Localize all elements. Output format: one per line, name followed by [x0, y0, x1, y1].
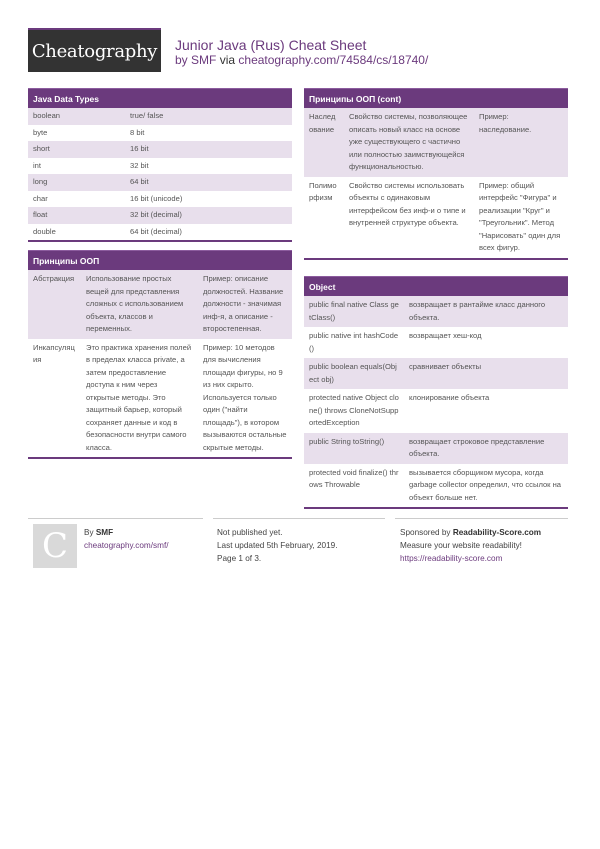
- cell-term: Наследование: [309, 112, 336, 134]
- footer-author-block: [84, 526, 169, 552]
- table-row: [28, 270, 292, 339]
- cell-example: Пример: наследование.: [479, 112, 532, 134]
- cell-method: public boolean equals(Object obj): [309, 362, 397, 384]
- sponsor-tagline: Measure your website readability!: [400, 541, 522, 550]
- table-row: [28, 339, 292, 458]
- cell-desc: Свойство системы, позволяющее описать новый класс на основе уже существующего с частично или полностью заимствующейся функциональностью.: [349, 112, 468, 171]
- cell-desc: Свойство системы использовать объекты с одинаковым интерфейсом без инф-и о типе и внутренней структуре объекта.: [349, 180, 466, 227]
- footer-divider: [213, 518, 385, 519]
- author-profile-link[interactable]: cheatography.com/smf/: [84, 541, 169, 550]
- publish-status: Not published yet.: [217, 528, 283, 537]
- cell-example: Пример: описание должностей. Название должности - значимая инф-я, а описание - второстепенная.: [203, 274, 284, 333]
- table-row: [304, 464, 568, 508]
- section-divider: [304, 258, 568, 260]
- cell-type: int: [33, 160, 42, 170]
- table-row: [304, 327, 568, 358]
- footer-meta-block: [217, 526, 337, 565]
- oop-principles-cont-section: [304, 88, 568, 260]
- cell-size: true/ false: [130, 111, 164, 120]
- cell-size: 64 bit: [130, 177, 149, 186]
- table-row: [28, 141, 292, 158]
- cell-method: public final native Class getClass(): [309, 300, 399, 322]
- cell-size: 64 bit (decimal): [130, 226, 182, 236]
- table-row: [28, 108, 292, 125]
- table-row: [28, 207, 292, 224]
- table-row: [28, 174, 292, 191]
- sheet-url-link[interactable]: cheatography.com/74584/cs/18740/: [238, 53, 429, 67]
- cell-desc: возвращает хеш-код: [409, 331, 482, 340]
- cell-type: float: [33, 210, 48, 219]
- section-header: Принципы ООП (cont): [304, 88, 568, 108]
- section-header: Object: [304, 276, 568, 296]
- cell-size: 16 bit: [130, 144, 149, 153]
- cell-term: Абстракция: [33, 274, 75, 283]
- cell-desc: сравнивает объекты: [409, 362, 482, 371]
- section-divider: [28, 240, 292, 242]
- footer-divider: [395, 518, 568, 519]
- author-link[interactable]: SMF: [191, 53, 217, 67]
- table-row: [28, 125, 292, 142]
- cell-type: byte: [33, 127, 48, 137]
- table-row: [304, 108, 568, 177]
- cell-method: public String toString(): [309, 436, 385, 446]
- by-label: By: [84, 528, 94, 537]
- cell-size: 32 bit (decimal): [130, 210, 182, 219]
- page-title: Junior Java (Rus) Cheat Sheet: [175, 37, 367, 53]
- last-updated: Last updated 5th February, 2019.: [217, 541, 338, 550]
- cell-term: Полиморфизм: [309, 180, 337, 202]
- cheatography-logo[interactable]: Cheatography: [28, 28, 161, 72]
- cell-term: Инкапсуляция: [33, 342, 75, 364]
- cell-size: 16 bit (unicode): [130, 193, 183, 203]
- cell-example: Пример: 10 методов для вычисления площади фигуры, но 9 из них скрыто. Используется только один ("найти площадь"), в котором вызываются остальные скрытые методы.: [203, 342, 287, 452]
- cell-desc: возвращает в рантайме класс данного объекта.: [409, 300, 546, 322]
- cell-desc: вызывается сборщиком мусора, когда garbage collector определил, что ссылок на объект больше нет.: [409, 467, 562, 502]
- cell-type: char: [33, 193, 48, 203]
- byline-prefix: by: [175, 53, 188, 67]
- cell-desc: Это практика хранения полей в пределах класса private, а затем предоставление доступа к ним через открытые методы. Это защитный барьер, который сохраняет данные и код в безопасности внутри самого класса.: [86, 342, 192, 452]
- cell-method: public native int hashCode(): [309, 331, 399, 353]
- footer-divider: [28, 518, 203, 519]
- cell-method: protected void finalize() throws Throwable: [309, 467, 399, 489]
- cell-type: boolean: [33, 111, 61, 120]
- cell-type: short: [33, 144, 50, 153]
- byline: [175, 53, 428, 67]
- java-data-types-section: [28, 88, 292, 242]
- oop-principles-section: [28, 250, 292, 459]
- cell-type: long: [33, 177, 48, 186]
- cell-example: Пример: общий интерфейс "Фигура" и реализации "Круг" и "Треугольник". Метод "Нарисовать" один для всех фигур.: [479, 180, 561, 252]
- table-row: [304, 296, 568, 327]
- table-row: [28, 158, 292, 175]
- page-count: Page 1 of 3.: [217, 554, 262, 563]
- via-label: via: [219, 53, 236, 67]
- cell-type: double: [33, 226, 56, 236]
- object-methods-section: [304, 276, 568, 509]
- cell-desc: Использование простых вещей для представления сложных с использованием объекта, классов и переменных.: [86, 274, 184, 333]
- cell-desc: клонирование объекта: [409, 393, 490, 402]
- table-row: [304, 433, 568, 464]
- sponsor-name: Readability-Score.com: [452, 528, 542, 537]
- sponsor-prefix: Sponsored by: [400, 528, 451, 537]
- section-header: Java Data Types: [28, 88, 292, 108]
- cell-desc: возвращает строковое представление объекта.: [409, 436, 545, 458]
- section-divider: [304, 507, 568, 509]
- table-row: [28, 224, 292, 241]
- author-avatar[interactable]: C: [33, 524, 77, 568]
- cell-size: 8 bit: [130, 127, 145, 137]
- section-header: Принципы ООП: [28, 250, 292, 270]
- footer-sponsor-block: [400, 526, 541, 565]
- cell-method: protected native Object clone() throws CloneNotSupportedException: [309, 393, 399, 427]
- cell-size: 32 bit: [130, 160, 149, 170]
- footer-author-name[interactable]: SMF: [95, 528, 114, 537]
- section-divider: [28, 457, 292, 459]
- table-row: [304, 177, 568, 258]
- table-row: [304, 389, 568, 433]
- table-row: [28, 191, 292, 208]
- table-row: [304, 358, 568, 389]
- sponsor-link[interactable]: https://readability-score.com: [400, 554, 503, 563]
